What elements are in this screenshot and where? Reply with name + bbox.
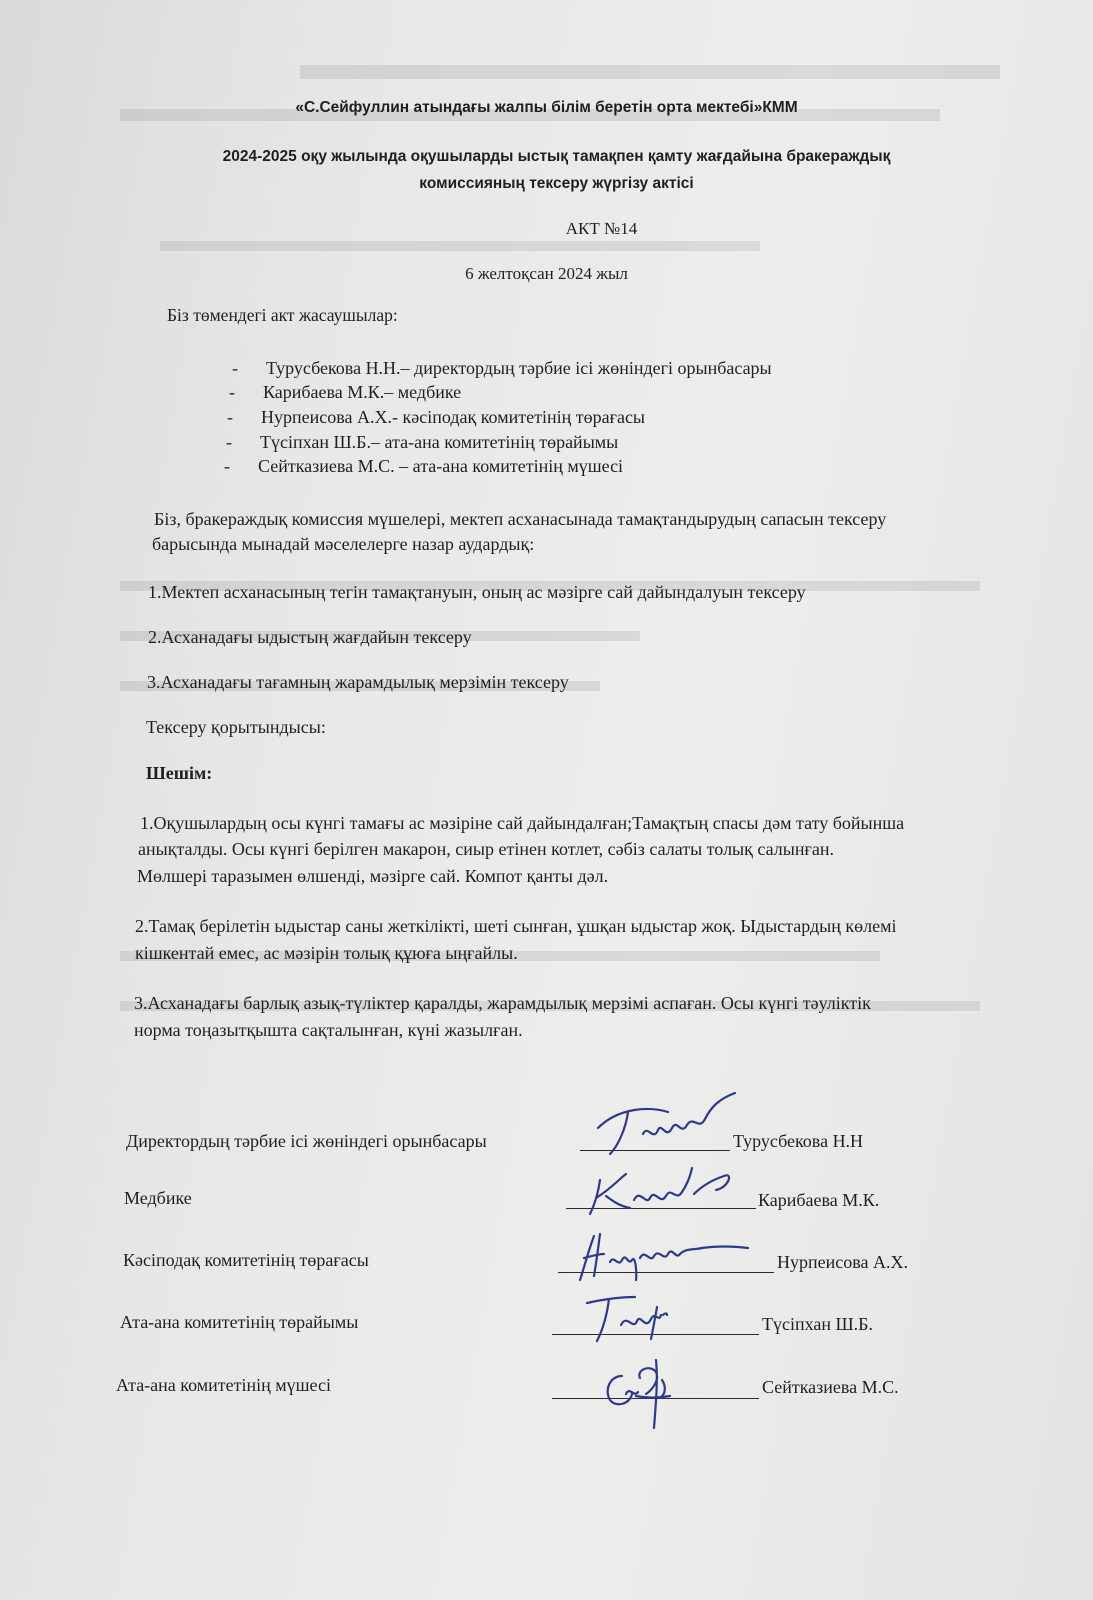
decision-2-line-1: 2.Тамақ берілетін ыдыстар саны жеткілікті, шеті сынған, ұшқан ыдыстар жоқ. Ыдыстардың көлемі — [135, 916, 897, 936]
signature-role: Ата-ана комитетінің мүшесі — [116, 1375, 331, 1395]
member-text: Нурпеисова А.Х.- кәсіподақ комитетінің төрағасы — [261, 407, 646, 427]
list-bullet: - — [227, 407, 233, 427]
signatory-name: Турусбекова Н.Н — [733, 1131, 864, 1151]
member-text: Турусбекова Н.Н.– директордың тәрбие ісі жөніндегі орынбасары — [266, 358, 772, 378]
signatory-name: Түсіпхан Ш.Б. — [762, 1314, 873, 1334]
member-text: Түсіпхан Ш.Б.– ата-ана комитетінің төрайымы — [260, 432, 619, 452]
member-item — [224, 456, 623, 477]
list-bullet: - — [229, 382, 235, 402]
check-item: 1.Мектеп асханасының тегін тамақтануын, оның ас мәзірге сай дайындалуын тексеру — [148, 582, 806, 602]
member-text: Карибаева М.К.– медбике — [263, 382, 462, 402]
act-number: АКТ №14 — [565, 219, 638, 238]
decision-label: Шешім: — [146, 763, 213, 783]
handwritten-signature-5 — [596, 1350, 696, 1445]
member-text: Сейтказиева М.С. – ата-ана комитетінің мүшесі — [258, 456, 624, 476]
decision-1-line-2: анықталды. Осы күнгі берілген макарон, сиыр етінен котлет, сәбіз салаты толық салынған. — [138, 839, 834, 859]
member-item — [232, 358, 772, 379]
document-title-line-2: комиссияның тексеру жүргізу актісі — [419, 175, 694, 192]
list-bullet: - — [226, 432, 232, 452]
document-title-line-1: 2024-2025 оқу жылында оқушыларды ыстық тамақпен қамту жағдайына бракераждық — [222, 148, 891, 165]
decision-3-line-2: норма тоңазытқышта сақталынған, күні жазылған. — [134, 1020, 523, 1040]
signatory-name: Сейтказиева М.С. — [762, 1377, 899, 1397]
member-item — [227, 407, 645, 428]
signature-role: Кәсіподақ комитетінің төрағасы — [123, 1250, 369, 1270]
act-date: 6 желтоқсан 2024 жыл — [465, 264, 628, 283]
decision-1-line-1: 1.Оқушылардың осы күнгі тамағы ас мәзіріне сай дайындалған;Тамақтың спасы дәм тату бойынша — [140, 813, 905, 833]
body-paragraph-line-2: барысында мынадай мәселелерге назар аудардық: — [152, 534, 535, 554]
list-bullet: - — [224, 456, 230, 476]
decision-2-line-2: кішкентай емес, ас мәзірін толық құюға ыңғайлы. — [135, 943, 518, 963]
member-item — [229, 382, 461, 403]
signatory-name: Карибаева М.К. — [758, 1190, 880, 1210]
signature-role: Ата-ана комитетінің төрайымы — [120, 1312, 359, 1332]
conclusion-label: Тексеру қорытындысы: — [146, 717, 326, 737]
check-item: 2.Асханадағы ыдыстың жағдайын тексеру — [148, 627, 472, 647]
signature-role: Директордың тәрбие ісі жөніндегі орынбасары — [126, 1131, 487, 1151]
decision-1-line-3: Мөлшері таразымен өлшенді, мәзірге сай. Компот қанты дәл. — [137, 866, 609, 886]
decision-3-line-1: 3.Асханадағы барлық азық-түліктер қаралды, жарамдылық мерзімі аспаған. Осы күнгі тәуліктік — [134, 993, 871, 1013]
intro-text: Біз төмендегі акт жасаушылар: — [167, 305, 398, 325]
signature-role: Медбике — [124, 1188, 192, 1208]
organization-name: «С.Сейфуллин атындағы жалпы білім беретін орта мектебі»КММ — [295, 99, 798, 116]
signatory-name: Нурпеисова А.Х. — [777, 1252, 908, 1272]
check-item: 3.Асханадағы тағамның жарамдылық мерзімін тексеру — [147, 672, 569, 692]
body-paragraph-line-1: Біз, бракераждық комиссия мүшелері, мектеп асханасынада тамақтандырудың сапасын тексеру — [154, 509, 887, 529]
list-bullet: - — [232, 358, 238, 378]
handwritten-signature-4 — [575, 1285, 695, 1360]
member-item — [226, 432, 618, 453]
